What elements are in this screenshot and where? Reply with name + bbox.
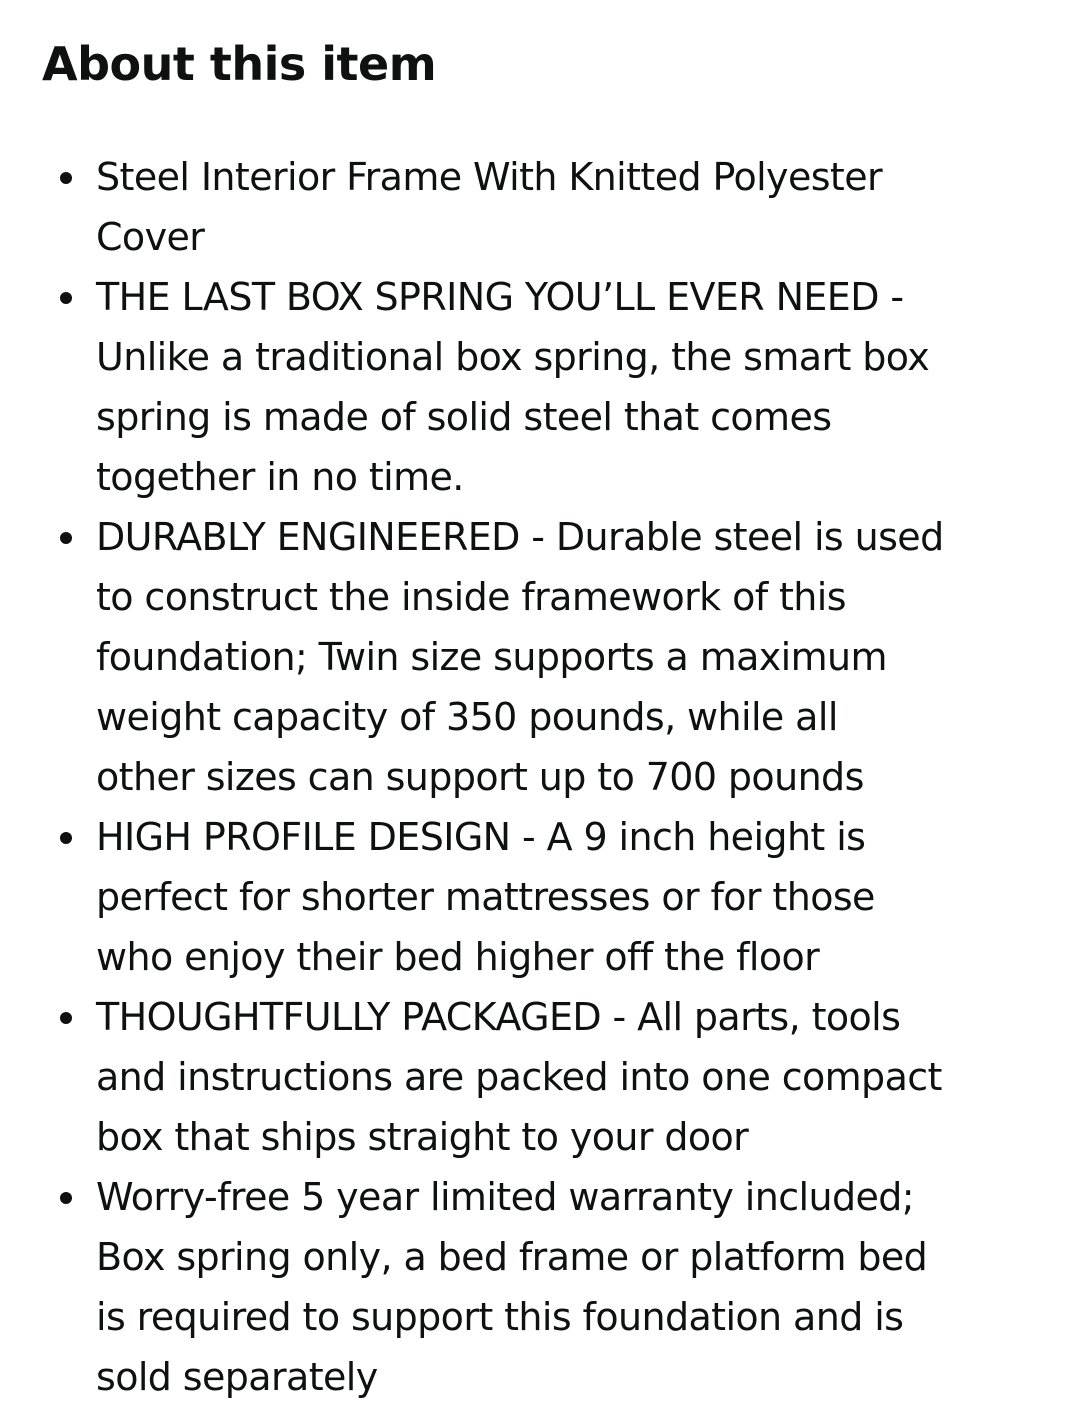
- section-title: About this item: [42, 37, 437, 91]
- feature-bullet-6: Worry-free 5 year limited warranty included; Box spring only, a bed frame or platform bed is required to support this foundation and is sold separately: [0, 1167, 1046, 1407]
- feature-bullet-1: Steel Interior Frame With Knitted Polyester Cover: [0, 147, 1046, 267]
- feature-bullet-3: DURABLY ENGINEERED - Durable steel is used to construct the inside framework of this foundation; Twin size supports a maximum weight capacity of 350 pounds, while all other sizes can support up to 700 pounds: [0, 507, 1046, 807]
- feature-bullet-2: THE LAST BOX SPRING YOU’LL EVER NEED - Unlike a traditional box spring, the smart box spring is made of solid steel that comes together in no time.: [0, 267, 1046, 507]
- feature-bullet-4: HIGH PROFILE DESIGN - A 9 inch height is perfect for shorter mattresses or for those who enjoy their bed higher off the floor: [0, 807, 1046, 987]
- feature-bullet-list: [0, 147, 1046, 1407]
- feature-bullet-5: THOUGHTFULLY PACKAGED - All parts, tools and instructions are packed into one compact box that ships straight to your door: [0, 987, 1046, 1167]
